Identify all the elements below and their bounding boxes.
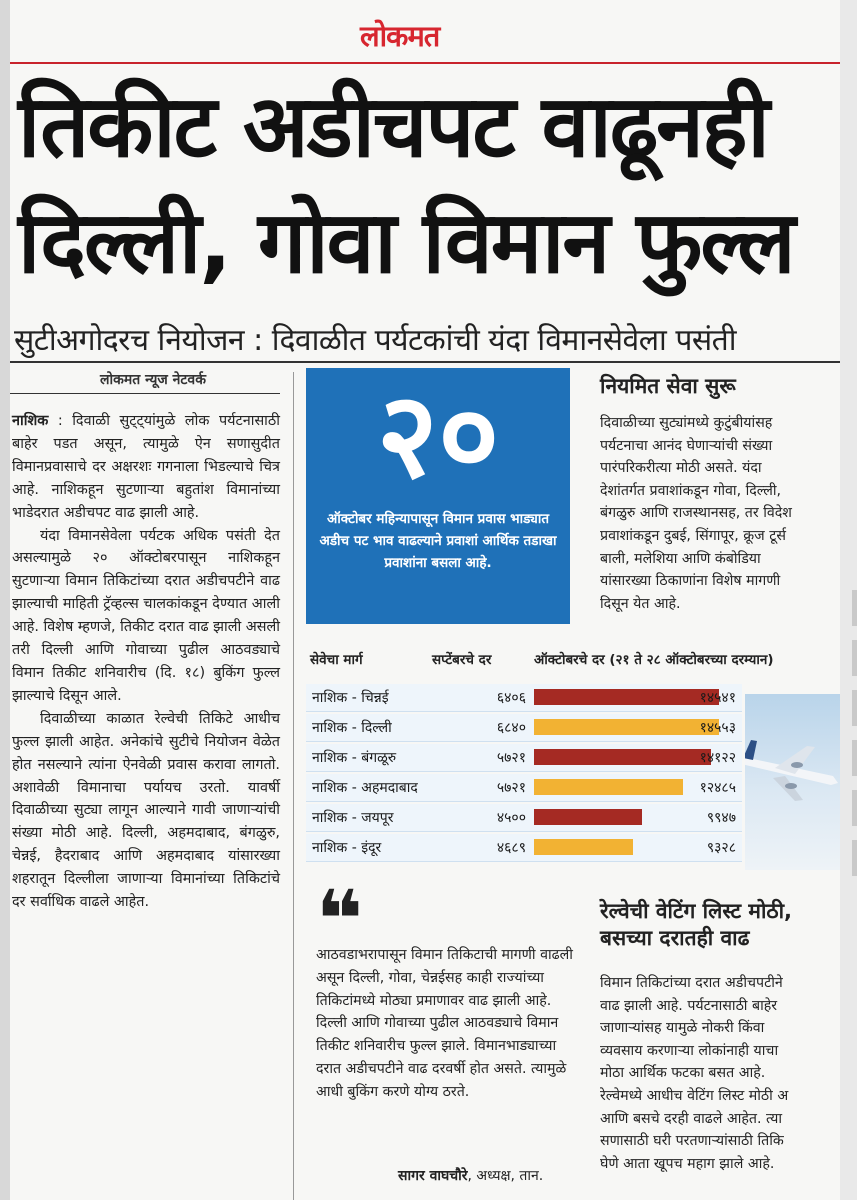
fare-route: नाशिक - जयपूर bbox=[312, 810, 394, 826]
quote-mark: ❝ bbox=[316, 873, 363, 966]
masthead bbox=[10, 0, 840, 64]
highlight-text: ऑक्टोबर महिन्यापासून विमान प्रवास भाड्यात अडीच पट भाव वाढल्याने प्रवाशांं आर्थिक तडाखा प्रवाशांना बसला आहे. bbox=[319, 511, 557, 571]
fare-bar bbox=[534, 839, 633, 855]
paragraph-1: नाशिक : दिवाळी सुट्ट्यांमुळे लोक पर्यटनासाठी बाहेर पडत असून, त्यामुळे ऐन सणासुदीत विमानप्रवासाचे दर अक्षरशः गगनाला भिडल्याचे चित्र आहे. नाशिकहून सुटणाऱ्या बहुतांश विमानांच्या भाडेदरात अडीचपट वाढ झाली आहे. bbox=[12, 413, 280, 521]
fare-bar bbox=[534, 809, 642, 825]
dateline: नाशिक bbox=[12, 413, 49, 429]
fare-route: नाशिक - इंदूर bbox=[312, 840, 382, 856]
col-september-header: सप्टेंबरचे दर bbox=[432, 652, 492, 668]
fare-row bbox=[306, 804, 742, 832]
col-route-header: सेवेचा मार्ग bbox=[310, 652, 363, 668]
fare-row bbox=[306, 834, 742, 862]
highlight-number: २० bbox=[376, 366, 500, 504]
column-divider bbox=[293, 372, 294, 1200]
railway-text: विमान तिकिटांच्या दरात अडीचपटीने वाढ झाली आहे. पर्यटनासाठी बाहेर जाणाऱ्यांसह यामुळे नोकरी किंवा व्यवसाय करणाऱ्या लोकांनाही याचा मोठा आर्थिक फटका बसत आहे. रेल्वेमध्ये आधीच वेटिंग लिस्ट मोठी अ आणि बसचे दरही वाढले आहेत. त्या सणासाठी घरी परतणाऱ्यांसाठी तिकि घेणे आता खूपच महाग झाले आहे. bbox=[600, 975, 789, 1172]
col-october-header: ऑक्टोबरचे दर (२१ ते २८ ऑक्टोबरच्या दरम्यान) bbox=[534, 652, 774, 668]
fare-row bbox=[306, 774, 742, 802]
regular-service-text: दिवाळीच्या सुट्यांमध्ये कुटुंबीयांसह पर्यटनाचा आनंद घेणाऱ्यांची संख्या पारंपरिकरीत्या मोठी असते. यंदा देशांतर्गत प्रवाशांकडून गोवा, दिल्ली, बंगळुरु आणि राजस्थानसह, तर विदेश प्रवाशांकडून दुबई, सिंगापूर, क्रूज टूर्स बाली, मलेशिया आणि कंबोडिया यांसारख्या ठिकाणांना विशेष मागणी दिसून येत आहे. bbox=[600, 415, 792, 612]
byline-rule bbox=[10, 393, 280, 394]
fare-row bbox=[306, 684, 742, 712]
fare-september: ४६८९ bbox=[496, 840, 526, 856]
fare-route: नाशिक - बंगळूरु bbox=[312, 750, 397, 766]
newspaper-clipping bbox=[10, 0, 840, 1200]
subheadline: सुटीअगोदरच नियोजन : दिवाळीत पर्यटकांची यंदा विमानसेवेला पसंती bbox=[14, 323, 737, 358]
byline: लोकमत न्यूज नेटवर्क bbox=[100, 372, 206, 388]
airplane-icon bbox=[745, 694, 840, 870]
fare-october: १४५४१ bbox=[699, 690, 736, 706]
fare-september: ५७२१ bbox=[496, 750, 526, 766]
headline-line-2: दिल्ली, गोवा विमान फुल्ल bbox=[18, 193, 794, 293]
page-edge bbox=[840, 0, 857, 1200]
highlight-box bbox=[306, 368, 570, 624]
quote-author: सागर वाघचौरे, अध्यक्ष, तान. bbox=[398, 1168, 544, 1184]
airplane-photo bbox=[745, 694, 840, 870]
subhead-rule bbox=[10, 361, 840, 363]
fare-september: ६४०६ bbox=[496, 690, 526, 706]
quote-text: आठवडाभरापासून विमान तिकिटाची मागणी वाढली असून दिल्ली, गोवा, चेन्नईसह काही राज्यांच्या तिकिटांमध्ये मोठ्या प्रमाणावर वाढ झाली आहे. दिल्ली आणि गोवाच्या पुढील आठवड्याचे विमान तिकीट शनिवारीच फुल्ल झाले. विमानभाड्याच्या दरात अडीचपटीने वाढ दरवर्षी होत असते. त्यामुळे आधी बुकिंग करणे योग्य ठरते. bbox=[316, 947, 573, 1100]
article-body bbox=[12, 410, 280, 914]
railway-title: रेल्वेची वेटिंग लिस्ट मोठी, बसच्या दरातही वाढ bbox=[600, 899, 793, 950]
regular-service-title: नियमित सेवा सुरू bbox=[600, 374, 736, 398]
paragraph-2: यंदा विमानसेवेला पर्यटक अधिक पसंती देत असल्यामुळे २० ऑक्टोबरपासून नाशिकहून सुटणाऱ्या विमान तिकिटांच्या दरात अडीचपटीने वाढ झाल्याची माहिती ट्रॅव्हल्स चालकांकडून देण्यात आली आहे. विशेष म्हणजे, तिकीट दरात वाढ झाली असली तरी दिल्ली आणि गोवाच्या पुढील आठवड्याचे विमान तिकीट शनिवारीच (दि. १८) बुकिंग फुल्ल झाल्याचे दिसून आले. bbox=[12, 527, 280, 704]
fare-october: १४१२२ bbox=[699, 750, 736, 766]
newspaper-logo: लोकमत bbox=[360, 19, 440, 53]
fare-row bbox=[306, 744, 742, 772]
fare-october: ९९४७ bbox=[706, 810, 736, 826]
fare-october: १४५५३ bbox=[699, 720, 736, 736]
paragraph-3: दिवाळीच्या काळात रेल्वेची तिकिटे आधीच फुल्ल झाली आहेत. अनेकांचे सुटीचे नियोजन वेळेत होत नसल्याने त्यांना ऐनवेळी प्रवास करावा लागतो. अशावेळी विमानाचा पर्यायच उरतो. यावर्षी दिवाळीच्या सुट्या लागून आल्याने गावी जाणाऱ्यांची संख्या मोठी आहे. दिल्ली, अहमदाबाद, बंगळुरु, चेन्नई, हैदराबाद आणि अहमदाबाद यांसारख्या शहरातून दिल्लीला जाणाऱ्या विमानांच्या तिकिटांचे दर सर्वाधिक वाढले आहेत. bbox=[12, 710, 280, 911]
fare-table-header bbox=[306, 650, 840, 670]
fare-october: ९३२८ bbox=[706, 840, 736, 856]
fare-october: १२४८५ bbox=[699, 780, 736, 796]
fare-route: नाशिक - अहमदाबाद bbox=[312, 780, 418, 796]
fare-route: नाशिक - चिन्नई bbox=[312, 690, 389, 706]
headline-line-1: तिकीट अडीचपट वाढूनही bbox=[18, 77, 768, 177]
fare-row bbox=[306, 714, 742, 742]
fare-september: ६८४० bbox=[496, 720, 526, 736]
fare-route: नाशिक - दिल्ली bbox=[312, 720, 392, 736]
fare-september: ५७२१ bbox=[496, 780, 526, 796]
fare-september: ४५०० bbox=[496, 810, 526, 826]
